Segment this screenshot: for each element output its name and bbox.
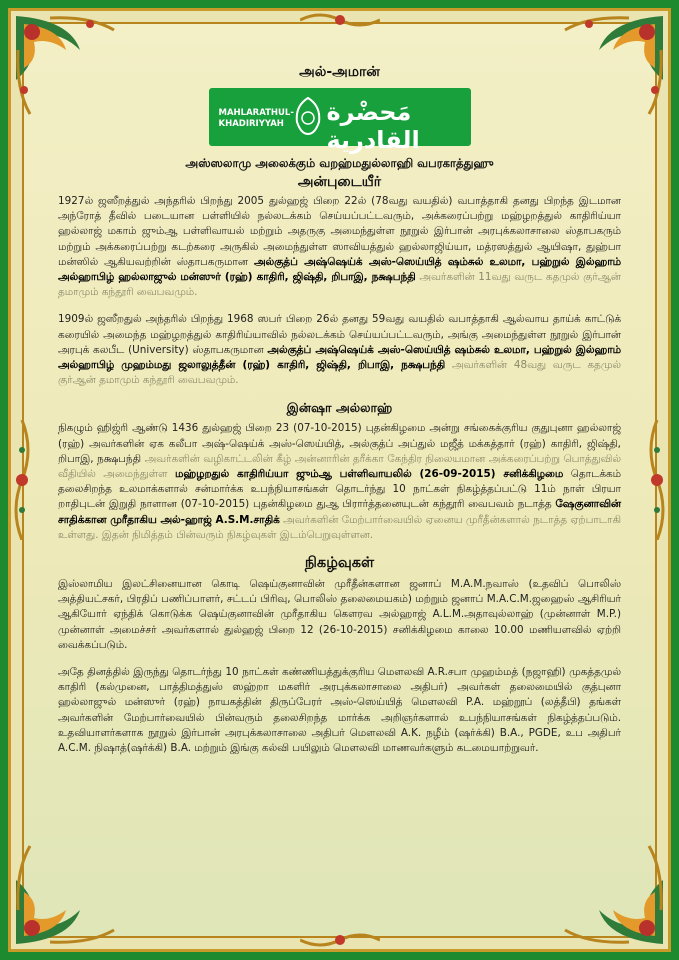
logo-text [219, 108, 294, 130]
dear-heading: அன்புடையீர் [297, 174, 382, 190]
side-ornament-icon [645, 420, 669, 540]
paragraph-3 [58, 421, 621, 543]
insha-heading: இன்ஷா அல்லாஹ் [286, 400, 393, 416]
para1-bold: அல்குத்ப் அஷ்ஷெய்க் அஸ்-ஸெய்யித் ஷம்சுல் உலமா, பஹ்றுல் இல்ஹாம் அல்ஹாபிழ் ஹல்லாஜுல் மன்ஸுர் (ரஹ்) காதிரி, ஜிஷ்தி, றிபாஇ, நக்ஷபந்தி [58, 255, 622, 284]
paragraph-4: இஸ்லாமிய இலட்சினையான கொடி ஷெய்குனாவின் முரீதீன்களான ஜனாப் M.A.M.நவாஸ் (உதவிப் பொலிஸ் அத்தியட்சகர், பிரதிப் பணிப்பாளர், சட்டப் பிரிவு, பொலிஸ் தலைமையகம்) மற்றும் ஜனாப் M.A.C.M.ஜஹைஸ் ஆசிரியர் ஆகியோர் ஏந்திக் கொடுக்க ஷெய்குனாவின் முரீதாகிய கௌரவ அல்ஹாஜ் A.L.M.அதாவுல்லாஹ் (முன்னாள் M.P.) முன்னாள் அமைச்சர் அவர்களால் துல்ஹஜ் பிறை 12 (26-10-2015) சனிக்கிழமை காலை 10.00 மணியளவில் ஏற்றி வைக்கப்படும். [58, 578, 621, 651]
bottom-ornament-icon [300, 930, 380, 950]
para3-bold-c: மஹ்ழறதுல் காதிரிய்யா ஜும்ஆ பள்ளிவாயலில் (26-09-2015) சனிக்கிழமை [175, 468, 564, 481]
logo-text-line2: KHADIRIYYAH [218, 119, 284, 129]
para2-text: 1909ல் ஜஸீறதுல் அந்தரில் பிறந்து 1968 ஸபர் பிறை 26ல் தனது 59வது வயதில் வபாத்தாகி ஆல்வாய தாய்க் காட்டுக் கரையில் அமைந்த மஹ்ழறத்துல் காதிரிய்யாவில் நல்லடக்கம் செய்யப்பட்டவரும், அங்கு அமைந்துள்ள நூறுல் இர்பான் அரபுக் கலபீட (University) ஸ்தாபகருமான [58, 313, 621, 356]
corner-ornament-icon [559, 840, 669, 950]
logo-arabic: مَحضْرة القادرية [326, 98, 420, 154]
page-title: அல்-அமான் [299, 64, 380, 80]
para2-bold: அல்குத்ப் அஷ்ஷெய்க் அஸ்-ஸெய்யித் ஷம்சுல் உலமா, பஹ்றுல் இல்ஹாம் அல்ஹாபிழ் முஹம்மது ஜலாலுத்தீன் (ரஹ்) காதிரி, ஜிஷ்தி, றிபாஇ, நக்ஷபந்தி [58, 343, 621, 372]
events-heading: நிகழ்வுகள் [304, 555, 375, 572]
logo-emblem-icon [293, 96, 323, 136]
para3-bold-e: ஷேகுனாவின் சாதிக்கான முரீதாகிய அல்-ஹாஜ் A.S.M.சாதிக் [58, 498, 621, 526]
para1-end: அவர்களின் 11வது வருட கதமுல் குர்ஆன் தமாமும் கந்தூரி வைபவமும். [58, 271, 621, 299]
para1-text: 1927ல் ஜஸீறத்துல் அந்தரில் பிறந்து 2005 துல்ஹஜ் பிறை 22ல் (78வது வயதில்) வபாத்தாகி தனது பிறந்த இடமான அந்ரோத் தீவில் படையான பள்ளியில் நல்லடக்கம் செய்யப்பட்டவரும், அக்கரைப்பற்று மஹ்ழறத்துல் காதிரிய்யா ஹல்லாஜ் மகாம் ஜும்ஆ பள்ளிவாயல் மற்றும் அதருகு அமைந்துள்ள நூறுல் இர்பான் அரபுக்கலாசாலை ஸ்தாபகரும் மற்றும் அக்கரைப்பற்று கடற்கரை அருகில் அமைந்துள்ள ஸாவியத்துல் ஹல்லாஜிய்யா, மத்ரஸத்துல் ஆயிஷா, துஹ்பா மன்ஸில் ஆகியவற்றின் ஸ்தாபகருமான [58, 195, 621, 268]
para2-end: அவர்களின் 48வது வருட கதமுல் குர்ஆன் தமாமும் கந்தூரி வைபவமும். [58, 359, 621, 387]
para3-text-f: அவர்களின் மேற்பார்வையில் ஏனைய முரீதீன்களால் நடாத்த ஏற்பாடாகி உள்ளது. இதன் நிமித்தம் பின்வரும் நிகழ்வுகள் இடம்பெறுவுள்ளன. [58, 513, 621, 541]
para3-text-d: தொடக்கம் தலைசிறந்த உலமாக்களால் சன்மார்க்க உபந்நியாசங்கள் தொடர்ந்து 10 நாட்கள் நிகழ்த்தப்பட்டு 11ம் நாள் பிரயா றாதிபுடன் இறுதி நாளான (07-10-2015) புதன்கிழமை துஆ பிரார்த்தனையுடன் கந்தூரி வைபவம் நடாத்த [58, 468, 621, 511]
corner-ornament-icon [10, 840, 120, 950]
paragraph-5: அதே தினத்தில் இருந்து தொடர்ந்து 10 நாட்கள் கண்ணியத்துக்குரிய மௌலவி A.R.சபா முஹம்மத் (நஜாஹி) முகத்தமுல் காதிரி (கல்முனை, பாத்திமத்துஸ் ஸஹ்றா மகளிர் அரபுக்கலாசாலை அதிபர்) அவர்கள் தலைமையில் குத்புனா ஹல்லாஜுல் மன்ஸுர் (ரஹ்) நாயகத்தின் திருப்பேரர் அஸ்-ஸெய்யித் மௌலவி P.A. மஹ்றூப் (லத்தீபி) தங்கள் அவர்களின் மேற்பார்வையில் பின்வரும் தலைசிறந்த மார்க்க அறிஞர்களால் உபந்நியாசங்கள் நிகழ்த்தப்படும். உதவியாளர்களாக நூறுல் இர்பான் அரபுக்கலாசாலை அதிபர் மௌலவி A.K. நழீம் (ஷர்க்கி) B.A., PGDE, உப அதிபர் A.C.M. நிஷாத்(ஷர்க்கி) B.A. மற்றும் இங்கு கல்வி பயிலும் மௌலவி மாணவர்களும் கடமையாற்றுவர். [58, 666, 621, 755]
paragraph-1 [58, 194, 621, 300]
para3-text-a: நிகழும் ஹிஜ்ரி ஆண்டு 1436 துல்ஹஜ் பிறை 23 (07-10-2015) புதன்கிழமை அன்று சங்கைக்குரிய குதுபுனா ஹல்லாஜ் (ரஹ்) அவர்களின் ஏக கலீபா அஷ்-ஷெய்க் அஸ்-ஸெய்யித், அல்குத்ப் அப்துல் மஜீத் மக்கத்தார் (ரஹ்) காதிரி, ஜிஷ்தி, றிபாஇ, நக்ஷபந்தி [58, 422, 621, 465]
salam-greeting: அஸ்ஸலாமு அலைக்கும் வறஹ்மதுல்லாஹி வபரகாத்துஹு [185, 156, 494, 170]
logo [209, 88, 471, 154]
side-ornament-icon [10, 420, 34, 540]
top-ornament-icon [300, 10, 380, 30]
logo-text-line1: MAHLARATHUL- [218, 108, 294, 118]
poster-content [58, 64, 621, 768]
para3-text-b: அவர்களின் வழிகாட்டலின் கீழ் அன்னாரின் தரீக்கா கேந்திர நிலையமான அக்கரைப்பற்று பொத்துவில் வீதியில் அமைந்துள்ள [58, 452, 621, 481]
paragraph-2 [58, 312, 621, 388]
